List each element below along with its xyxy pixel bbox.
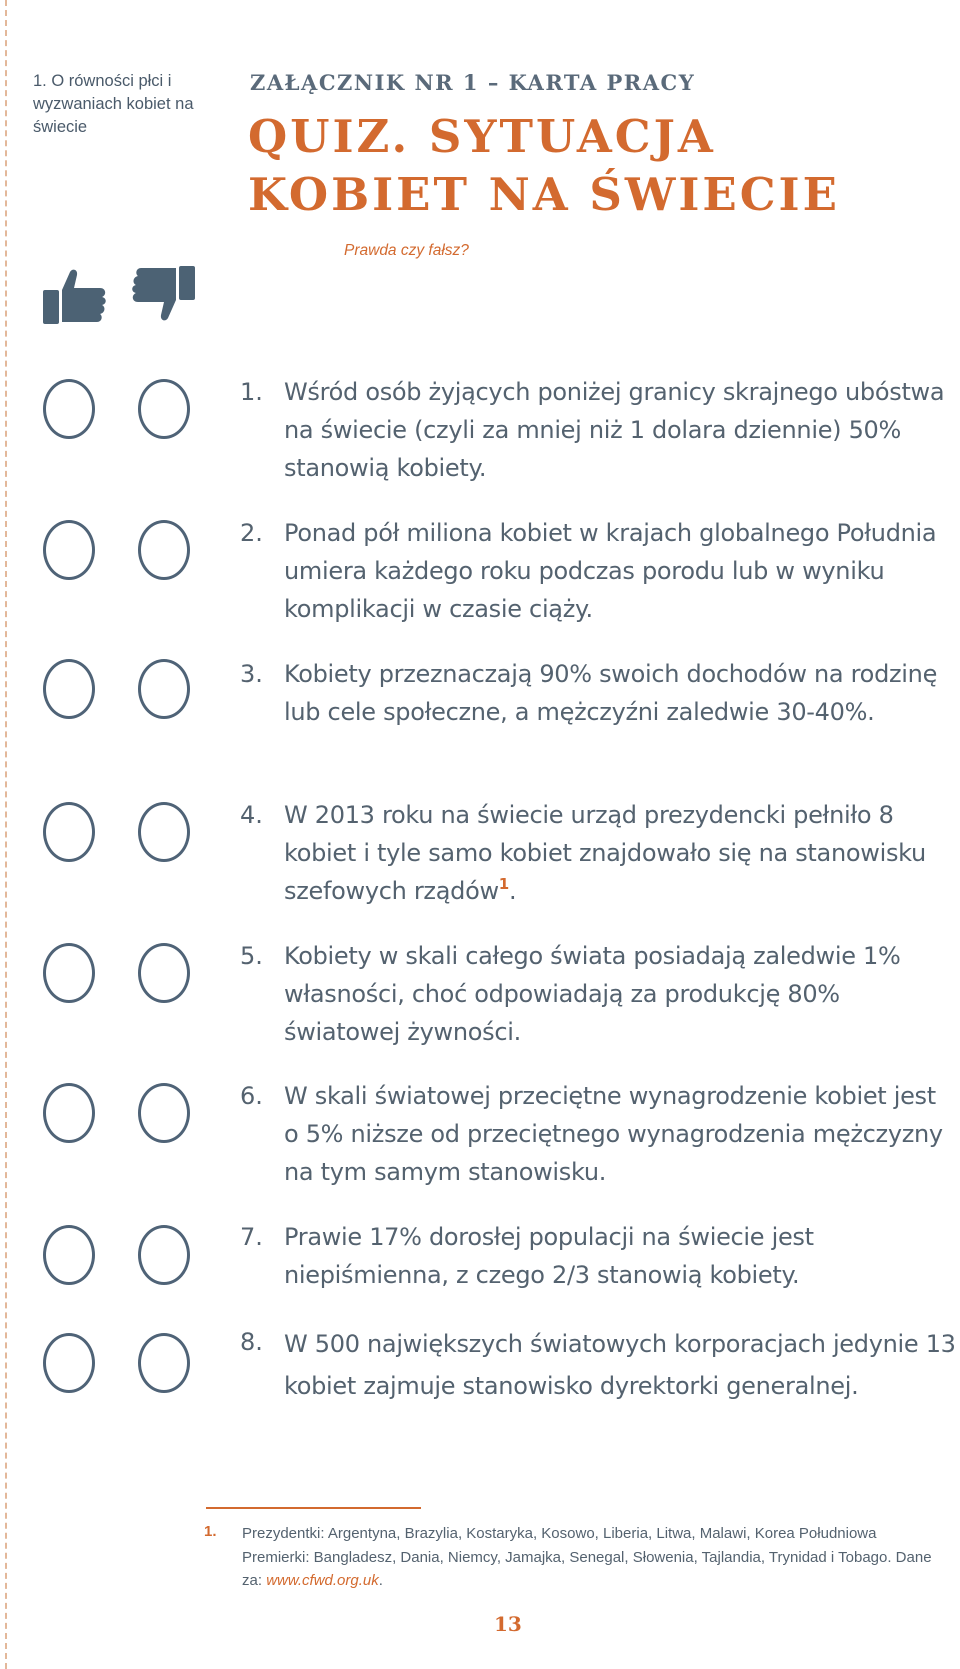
answer-true-circle-3[interactable] (43, 659, 95, 719)
question-text-tail: . (508, 877, 517, 905)
answer-true-circle-5[interactable] (43, 943, 95, 1003)
question-number: 6. (240, 1082, 263, 1110)
answer-false-circle-6[interactable] (138, 1083, 190, 1143)
question-text: Prawie 17% dorosłej populacji na świecie jest niepiśmienna, z czego 2/3 stanowią kobiety. (284, 1223, 814, 1289)
answer-true-circle-7[interactable] (43, 1225, 95, 1285)
question-number: 8. (240, 1328, 263, 1356)
question-number: 5. (240, 942, 263, 970)
question-number: 7. (240, 1223, 263, 1251)
chapter-title: 1. O równości płci i wyzwaniach kobiet na świecie (33, 72, 194, 136)
question-text: Kobiety przeznaczają 90% swoich dochodów na rodzinę lub cele społeczne, a mężczyźni zaledwie 30-40%. (284, 660, 938, 726)
page-number: 13 (494, 1612, 522, 1636)
question-number: 3. (240, 660, 263, 688)
dashed-margin-line (5, 0, 7, 1669)
question-number: 2. (240, 519, 263, 547)
question-text: Kobiety w skali całego świata posiadają zaledwie 1% własności, choć odpowiadają za produkcję 80% światowej żywności. (284, 942, 901, 1046)
question-number: 4. (240, 801, 263, 829)
answer-false-circle-7[interactable] (138, 1225, 190, 1285)
thumb-up-icon (40, 268, 112, 332)
quiz-subtitle: Prawda czy fałsz? (344, 242, 469, 259)
annex-label: ZAŁĄCZNIK NR 1 – KARTA PRACY (250, 70, 696, 95)
footnote-number: 1. (204, 1523, 217, 1540)
answer-false-circle-2[interactable] (138, 520, 190, 580)
answer-false-circle-4[interactable] (138, 802, 190, 862)
thumb-down-icon (126, 262, 198, 326)
footnote-tail: . (378, 1572, 383, 1589)
page-title: QUIZ. SYTUACJA KOBIET NA ŚWIECIE (248, 110, 840, 221)
answer-true-circle-2[interactable] (43, 520, 95, 580)
footnote-source-link[interactable]: www.cfwd.org.uk (266, 1572, 379, 1589)
footnote-body: Prezydentki: Argentyna, Brazylia, Kostaryka, Kosowo, Liberia, Litwa, Malawi, Korea Południowa Premierki: Bangladesz, Dania, Niemcy, Jamajka, Senegal, Słowenia, Tajlandia, Trynidad i Tobago. Dane za: (242, 1525, 932, 1589)
answer-false-circle-3[interactable] (138, 659, 190, 719)
footnote-divider (206, 1507, 421, 1509)
question-text (284, 796, 956, 910)
footnote-ref[interactable]: 1 (498, 875, 509, 893)
answer-false-circle-8[interactable] (138, 1333, 190, 1393)
answer-true-circle-4[interactable] (43, 802, 95, 862)
answer-true-circle-8[interactable] (43, 1333, 95, 1393)
question-number: 1. (240, 378, 263, 406)
footnote-text (242, 1522, 942, 1593)
question-text: W skali światowej przeciętne wynagrodzenie kobiet jest o 5% niższe od przeciętnego wynagrodzenia mężczyzny na tym samym stanowisku. (284, 1082, 943, 1186)
question-text: W 500 największych światowych korporacjach jedynie 13 kobiet zajmuje stanowisko dyrektorki generalnej. (284, 1330, 956, 1400)
question-text: Wśród osób żyjących poniżej granicy skrajnego ubóstwa na świecie (czyli za mniej niż 1 dolara dziennie) 50% stanowią kobiety. (284, 378, 945, 482)
answer-true-circle-6[interactable] (43, 1083, 95, 1143)
question-text: Ponad pół miliona kobiet w krajach globalnego Południa umiera każdego roku podczas porodu lub w wyniku komplikacji w czasie ciąży. (284, 519, 937, 623)
answer-false-circle-1[interactable] (138, 379, 190, 439)
question-text-body: W 2013 roku na świecie urząd prezydencki pełniło 8 kobiet i tyle samo kobiet znajdowało się na stanowisku szefowych rządów (284, 801, 926, 905)
answer-true-circle-1[interactable] (43, 379, 95, 439)
answer-false-circle-5[interactable] (138, 943, 190, 1003)
